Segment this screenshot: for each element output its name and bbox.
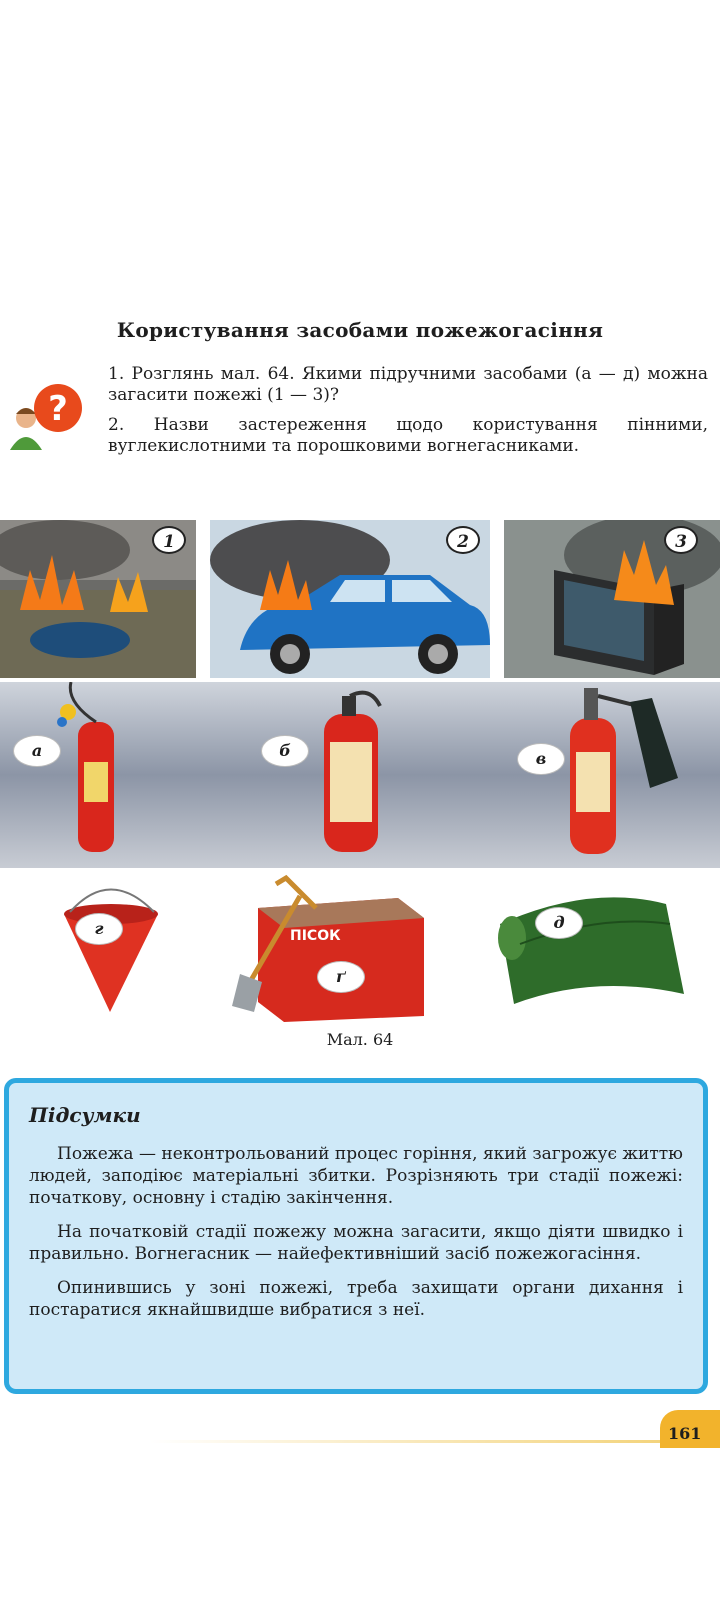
extinguisher-label-a: а (14, 736, 60, 766)
fire-label-1: 1 (152, 526, 186, 554)
sand-box-image (232, 878, 424, 1022)
svg-text:?: ? (48, 389, 68, 429)
summary-paragraph: Опинившись у зоні пожежі, треба захищати органи дихання і постаратися якнайшвидше вибратися з неї. (29, 1278, 683, 1320)
question-list (108, 364, 708, 466)
car-fire-photo (210, 520, 490, 678)
section-title: Користування засобами пожежогасіння (116, 318, 604, 342)
fire-tools-row (0, 874, 720, 1024)
page-number: 161 (668, 1424, 702, 1443)
extinguisher-label-b: б (262, 736, 308, 766)
sand-box-label: ПІСОК (290, 928, 341, 944)
fire-photos-row (0, 520, 720, 678)
landfill-fire-photo (0, 520, 196, 678)
fire-blanket-image (498, 897, 684, 1004)
fire-bucket-image (64, 890, 158, 1013)
figure-caption: Мал. 64 (326, 1030, 394, 1049)
tool-label-g: г (76, 914, 122, 944)
question-mark-icon (6, 378, 84, 456)
tv-fire-photo (504, 520, 720, 678)
summary-paragraph: Пожежа — неконтрольований процес горіння, який загрожує життю людей, заподіює матеріальні збитки. Розрізняють три стадії пожежі: початкову, основну і стадію закінчення. (29, 1144, 683, 1208)
extinguishers-row (0, 682, 720, 868)
question-item: 2. Назви застереження щодо користування пінними, вуглекислотними та порошковими вогнегасниками. (108, 415, 708, 456)
footer-line (150, 1440, 670, 1443)
question-item: 1. Розглянь мал. 64. Якими підручними засобами (а — д) можна загасити пожежі (1 — 3)? (108, 364, 708, 405)
summary-title: Підсумки (29, 1103, 141, 1127)
tool-label-g-ukr: ґ (318, 962, 364, 992)
summary-paragraph: На початковій стадії пожежу можна загасити, якщо діяти швидко і правильно. Вогнегасник — найефективніший засіб пожежогасіння. (29, 1222, 683, 1264)
summary-box (4, 1078, 708, 1394)
extinguisher-label-v: в (518, 744, 564, 774)
fire-label-2: 2 (446, 526, 480, 554)
fire-label-3: 3 (664, 526, 698, 554)
tool-label-d: д (536, 908, 582, 938)
